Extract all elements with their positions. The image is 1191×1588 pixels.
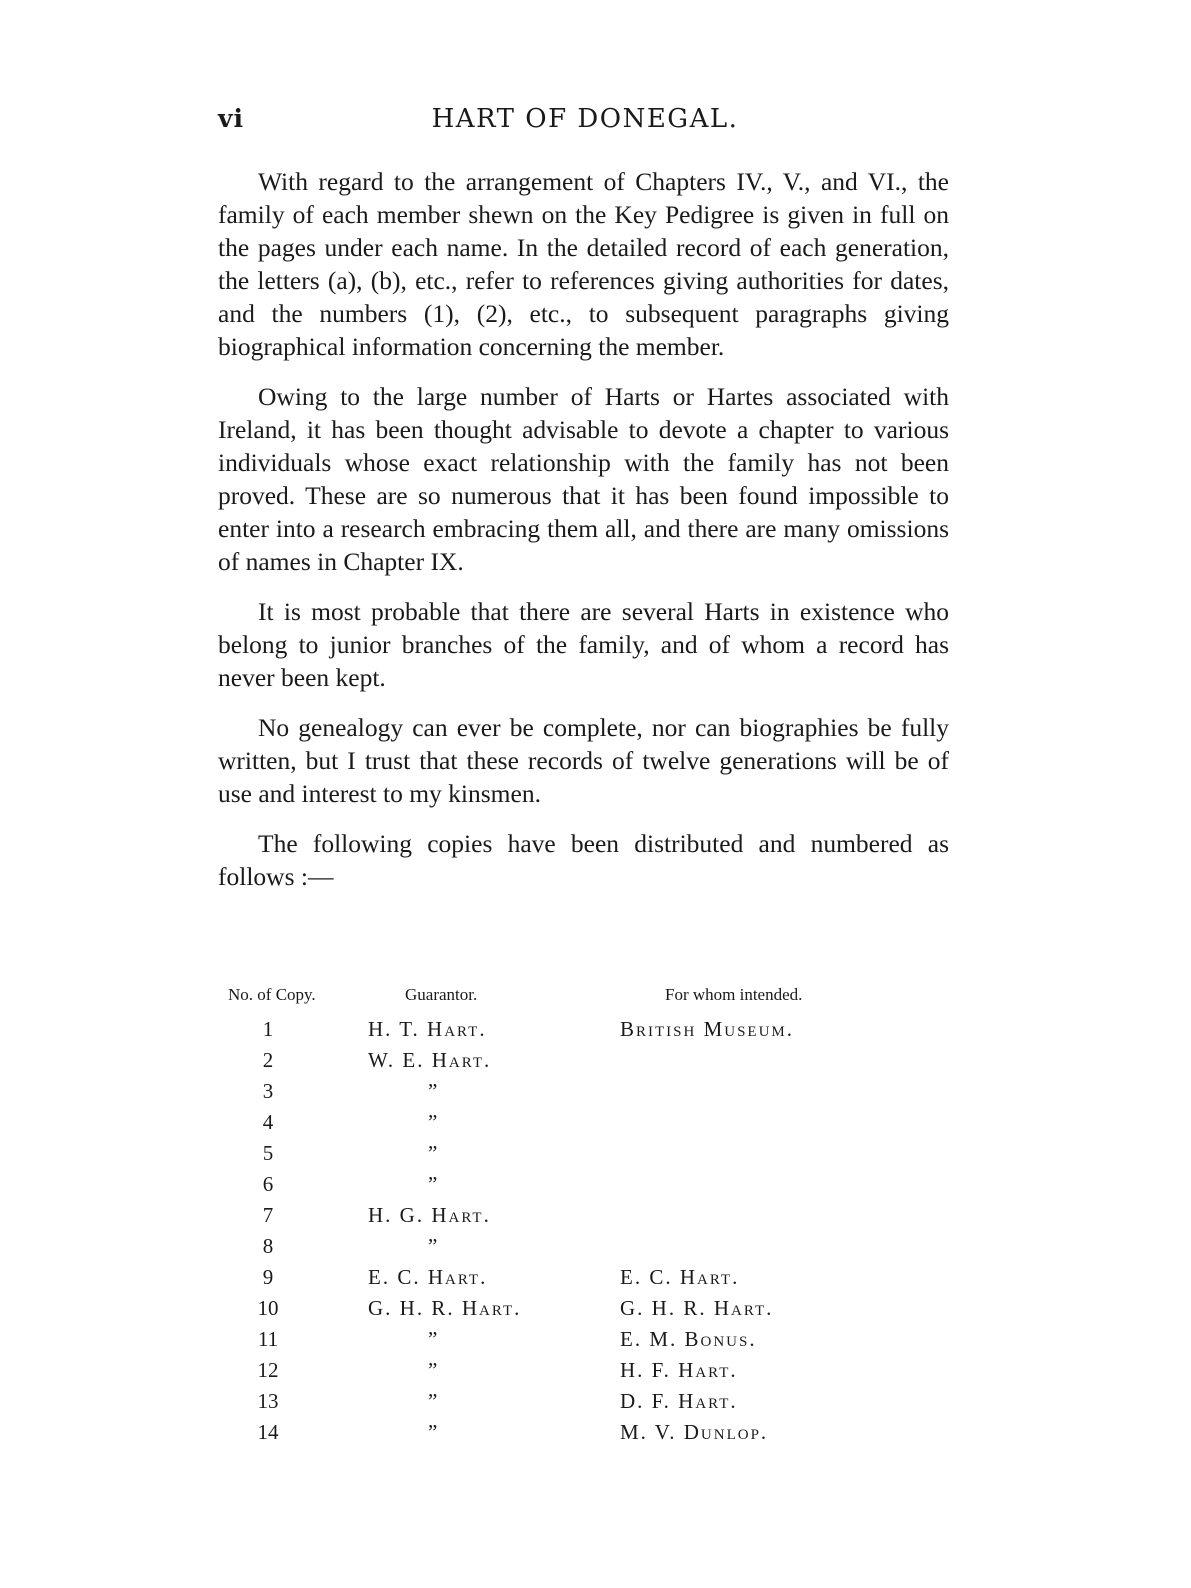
guarantor-ditto: ” xyxy=(428,1234,438,1258)
table-body xyxy=(218,1017,949,1451)
table-row xyxy=(218,1141,949,1172)
header-guarantor: Guarantor. xyxy=(405,985,478,1004)
copy-number: 12 xyxy=(257,1358,279,1382)
body-text xyxy=(218,165,949,910)
page-header xyxy=(218,104,952,144)
paragraph-copies-intro: The following copies have been distributed and numbered as follows :— xyxy=(218,829,949,891)
copy-number: 1 xyxy=(262,1017,274,1041)
table-row xyxy=(218,1079,949,1110)
table-row xyxy=(218,1172,949,1203)
intended-recipient: M. V. Dunlop. xyxy=(620,1420,769,1444)
copy-number: 6 xyxy=(262,1172,274,1196)
intended-recipient: E. M. Bonus. xyxy=(620,1327,757,1351)
guarantor-ditto: ” xyxy=(428,1327,438,1351)
guarantor-ditto: ” xyxy=(428,1172,438,1196)
table-row xyxy=(218,1389,949,1420)
table-row xyxy=(218,1234,949,1265)
copy-number: 5 xyxy=(262,1141,274,1165)
guarantor-name: E. C. Hart. xyxy=(368,1265,488,1289)
guarantor-ditto: ” xyxy=(428,1389,438,1413)
copies-table xyxy=(218,985,949,1451)
guarantor-ditto: ” xyxy=(428,1079,438,1103)
copy-number: 14 xyxy=(257,1420,279,1444)
paragraph-arrangement: With regard to the arrangement of Chapters IV., V., and VI., the family of each member shewn on the Key Pedigree is given in full on the pages under each name. In the detailed record of each generation, the letters (a), (b), etc., refer to references giving authorities for dates, and the numbers (1), (2), etc., to subsequent paragraphs giving biographical information concerning the member. xyxy=(218,167,949,361)
copy-number: 2 xyxy=(262,1048,274,1072)
guarantor-name: G. H. R. Hart. xyxy=(368,1296,522,1320)
intended-recipient: British Museum. xyxy=(620,1017,795,1041)
copy-number: 3 xyxy=(262,1079,274,1103)
table-header xyxy=(218,985,949,1017)
guarantor-name: W. E. Hart. xyxy=(368,1048,492,1072)
table-row xyxy=(218,1048,949,1079)
table-row xyxy=(218,1296,949,1327)
table-row xyxy=(218,1110,949,1141)
table-row xyxy=(218,1358,949,1389)
header-copy-number: No. of Copy. xyxy=(228,985,316,1004)
header-intended: For whom intended. xyxy=(665,985,803,1004)
guarantor-ditto: ” xyxy=(428,1110,438,1134)
guarantor-ditto: ” xyxy=(428,1141,438,1165)
guarantor-name: H. G. Hart. xyxy=(368,1203,491,1227)
copy-number: 8 xyxy=(262,1234,274,1258)
table-row xyxy=(218,1327,949,1358)
guarantor-ditto: ” xyxy=(428,1358,438,1382)
copy-number: 10 xyxy=(257,1296,279,1320)
copy-number: 4 xyxy=(262,1110,274,1134)
paragraph-junior-branches: It is most probable that there are several Harts in existence who belong to junior branches of the family, and of whom a record has never been kept. xyxy=(218,597,949,692)
guarantor-ditto: ” xyxy=(428,1420,438,1444)
guarantor-name: H. T. Hart. xyxy=(368,1017,487,1041)
intended-recipient: H. F. Hart. xyxy=(620,1358,738,1382)
table-row xyxy=(218,1265,949,1296)
running-title: HART OF DONEGAL. xyxy=(431,104,739,134)
copy-number: 7 xyxy=(262,1203,274,1227)
copy-number: 11 xyxy=(257,1327,279,1351)
copy-number: 9 xyxy=(262,1265,274,1289)
paragraph-genealogy: No genealogy can ever be complete, nor can biographies be fully written, but I trust that these records of twelve generations will be of use and interest to my kinsmen. xyxy=(218,713,949,808)
table-row xyxy=(218,1017,949,1048)
intended-recipient: E. C. Hart. xyxy=(620,1265,740,1289)
page-number: vi xyxy=(218,104,245,133)
table-row xyxy=(218,1203,949,1234)
paragraph-harts-ireland: Owing to the large number of Harts or Hartes associated with Ireland, it has been thought advisable to devote a chapter to various individuals whose exact relationship with the family has not been proved. These are so numerous that it has been found impossible to enter into a research embracing them all, and there are many omissions of names in Chapter IX. xyxy=(218,382,949,576)
intended-recipient: G. H. R. Hart. xyxy=(620,1296,774,1320)
copy-number: 13 xyxy=(257,1389,279,1413)
table-row xyxy=(218,1420,949,1451)
intended-recipient: D. F. Hart. xyxy=(620,1389,738,1413)
